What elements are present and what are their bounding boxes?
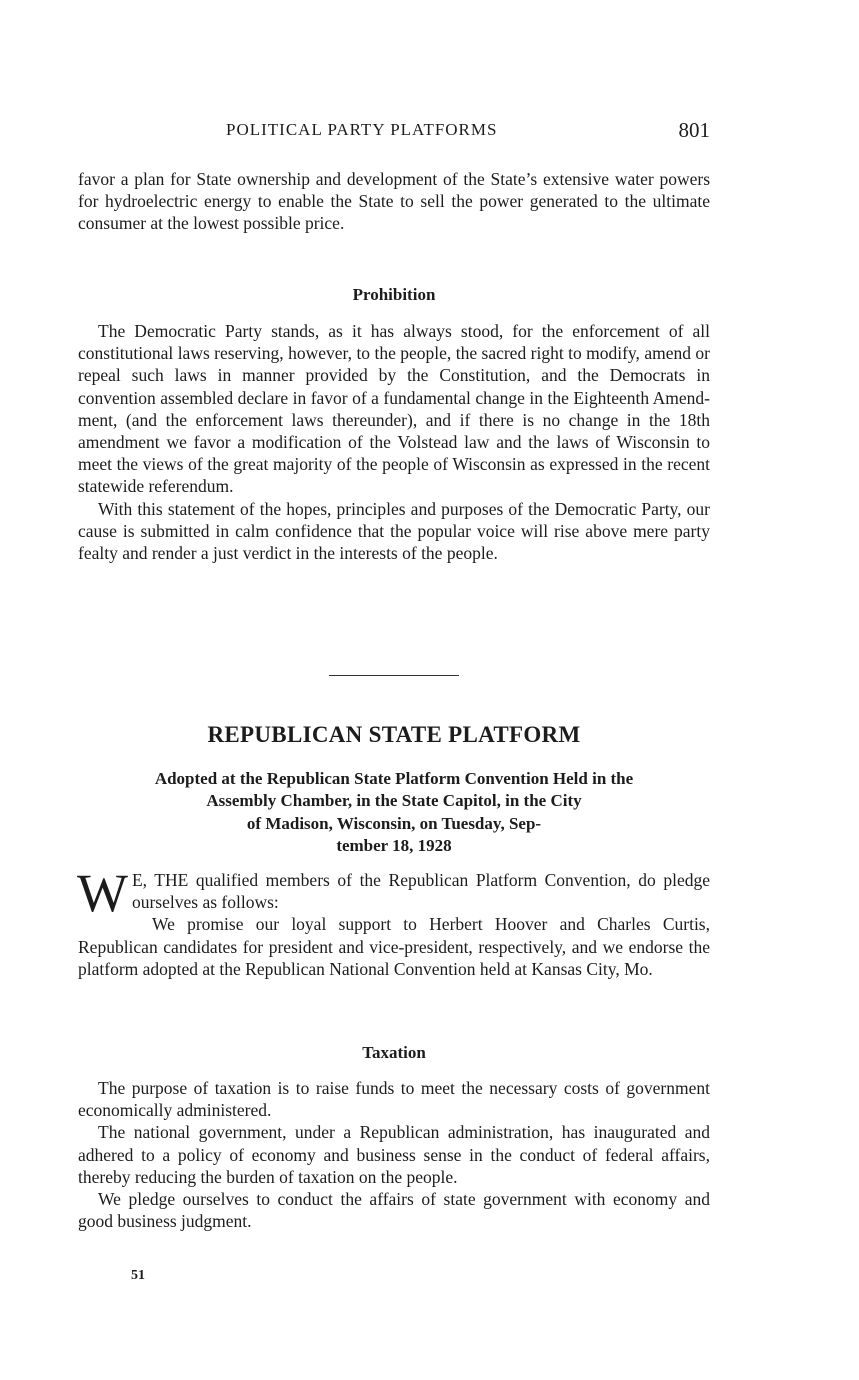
adoption-line: Adopted at the Republican State Platform Convention Held in the bbox=[154, 769, 634, 788]
section-divider bbox=[329, 675, 459, 676]
section-heading-prohibition: Prohibition bbox=[352, 285, 436, 304]
taxation-paragraph-1: The purpose of taxation is to raise funds to meet the necessary costs of government economically administered. bbox=[78, 1078, 710, 1121]
section-heading-taxation: Taxation bbox=[362, 1043, 426, 1062]
prohibition-paragraph-1: The Democratic Party stands, as it has always stood, for the enforcement of all constitutional laws reserving, however, to the people, the sacred right to modify, amend or repeal such laws in manner provided by the Constitution, and the Democrats in convention assembled declare in favor of a fundamental change in the Eighteenth Amendment, (and the enforcement laws thereunder), and if there is no change in the 18th amendment we favor a modification of the Volstead law and the laws of Wisconsin to meet the views of the great majority of the people of Wisconsin as expressed in the recent statewide referendum. bbox=[78, 321, 710, 497]
adoption-note bbox=[78, 768, 710, 858]
prohibition-paragraph-2: With this statement of the hopes, principles and purposes of the Democratic Party, our cause is submitted in calm confidence that the popular voice will rise above mere party fealty and render a just verdict in the interests of the people. bbox=[78, 498, 710, 564]
intro-text: E, THE qualified members of the Republican Platform Convention, do pledge ourselves as follows: bbox=[131, 870, 710, 913]
prohibition-section bbox=[78, 285, 710, 305]
running-title: POLITICAL PARTY PLATFORMS bbox=[226, 120, 498, 139]
continuation-paragraph: favor a plan for State ownership and development of the State’s extensive water powers for hydroelectric energy to enable the State to sell the power generated to the ultimate consumer at the lowest possible price. bbox=[78, 169, 710, 234]
taxation-paragraph-3: We pledge ourselves to conduct the affairs of state government with economy and good business judgment. bbox=[78, 1189, 710, 1232]
intro-paragraph bbox=[77, 863, 710, 923]
continuation-block bbox=[78, 168, 710, 235]
platform-title: REPUBLICAN STATE PLATFORM bbox=[207, 722, 581, 747]
adoption-line: tember 18, 1928 bbox=[336, 836, 452, 856]
republican-intro bbox=[77, 863, 710, 980]
republican-paragraph-1: We promise our loyal support to Herbert Hoover and Charles Curtis, Republican candidates for president and vice-president, respectively, and we endorse the platform adopted at the Republican National Convention held at Kansas City, Mo. bbox=[78, 914, 710, 979]
adoption-line: Assembly Chamber, in the State Capitol, in the City bbox=[206, 791, 582, 811]
taxation-section bbox=[78, 1043, 710, 1063]
running-head bbox=[78, 118, 710, 146]
signature-mark: 51 bbox=[131, 1268, 145, 1283]
prohibition-body bbox=[78, 320, 710, 564]
taxation-body bbox=[78, 1077, 710, 1232]
adoption-line: of Madison, Wisconsin, on Tuesday, Sep- bbox=[246, 813, 542, 833]
taxation-paragraph-2: The national government, under a Republican administration, has inaugurated and adhered to a policy of economy and business sense in the conduct of federal affairs, thereby reducing the burden of taxation on the people. bbox=[78, 1122, 710, 1187]
page-number: 801 bbox=[678, 118, 710, 142]
drop-cap: W bbox=[77, 863, 128, 923]
